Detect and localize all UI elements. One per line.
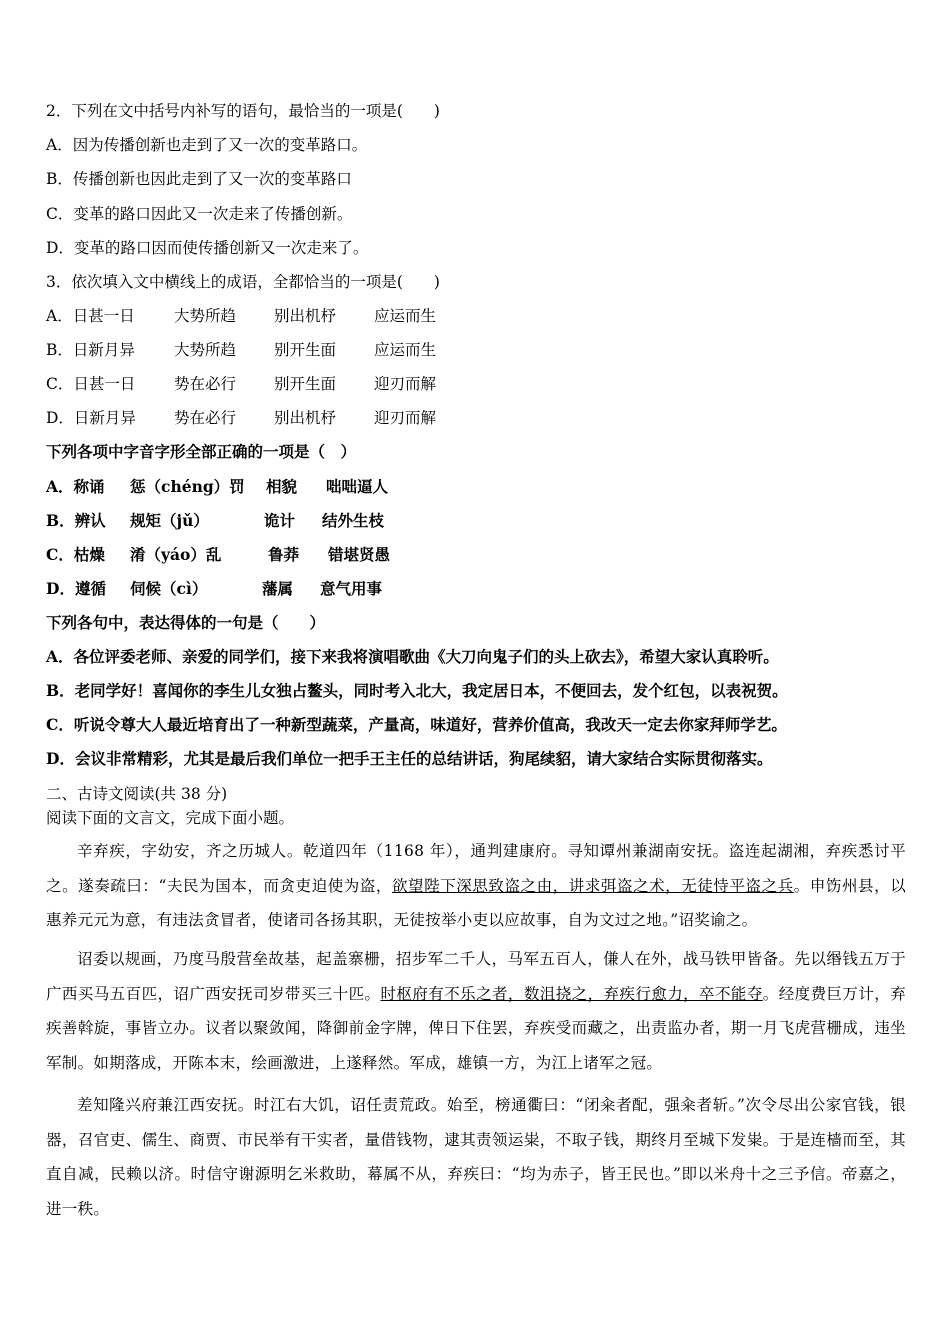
q2-option-a: A．因为传播创新也走到了又一次的变革路口。 <box>46 136 368 154</box>
q4-b-3: 诡计 <box>264 511 296 530</box>
q2-option-d: D．变革的路口因而使传播创新又一次走来了。 <box>46 239 369 257</box>
q2-option-c: C．变革的路口因此又一次走来了传播创新。 <box>46 205 353 223</box>
q3-c-1: C．日甚一日 <box>46 375 136 393</box>
passage-paragraph-1 <box>46 834 906 938</box>
q3-a-3: 别出机杼 <box>274 307 337 325</box>
q5-option-b: B．老同学好！喜闻你的李生儿女独占鳌头，同时考入北大，我定居日本，不便回去，发个红包，以表祝贺。 <box>46 681 788 700</box>
q3-b-3: 别开生面 <box>274 341 337 359</box>
q3-d-1: D．日新月异 <box>46 409 136 427</box>
q4-b-1: B．辨认 <box>46 511 106 530</box>
p1-text-b: 。申饬州县，以惠养元元为意，有违法贪冒者，使诸司各扬其职，无徒按举小吏以应故事，自为文过之地。”诏奖谕之。 <box>46 876 906 929</box>
q3-option-c <box>46 374 436 394</box>
q3-option-a <box>46 306 436 326</box>
q4-a-3: 相貌 <box>266 477 298 496</box>
q4-b-4: 结外生枝 <box>322 511 385 530</box>
q3-d-2: 势在必行 <box>174 409 237 427</box>
q4-c-3: 鲁莽 <box>268 545 300 564</box>
q4-option-d <box>46 579 382 599</box>
q3-b-2: 大势所趋 <box>174 341 237 359</box>
q4-d-2: 伺候（cì） <box>130 579 208 598</box>
passage-paragraph-3: 差知隆兴府兼江西安抚。时江右大饥，诏任责荒政。始至，榜通衢曰：“闭籴者配，强籴者斩。”次令尽出公家官钱，银器，召官吏、儒生、商贾、市民举有干实者，量借钱物，逮其责领运粜，不取子钱，期终月至城下发粜。于是连樯而至，其直自减，民赖以济。时信守谢源明乞米救助，幕属不从，弃疾曰：“均为赤子，皆王民也。”即以米舟十之三予信。帝嘉之，进一秩。 <box>46 1096 906 1218</box>
section-title: 二、古诗文阅读(共 38 分) <box>46 785 228 803</box>
q4-a-2: 惩（chéng）罚 <box>130 477 245 496</box>
q5-option-c: C．听说令尊大人最近培育出了一种新型蔬菜，产量高，味道好，营养价值高，我改天一定去你家拜师学艺。 <box>46 715 787 734</box>
q3-c-4: 迎刃而解 <box>374 375 437 393</box>
p2-text-a: 诏委以规画，乃度马殷营垒故基，起盖寨栅，招步军二千人，马军五百人，傔人在外，战马铁甲皆备。先以缗钱五万于广西买马五百匹，诏广西安抚司岁带买三十匹。 <box>46 950 906 1003</box>
q3-a-4: 应运而生 <box>374 307 437 325</box>
q3-b-4: 应运而生 <box>374 341 437 359</box>
q2-stem: 2．下列在文中括号内补写的语句，最恰当的一项是( ) <box>46 102 440 120</box>
p2-text-b: 。经度费巨万计，弃疾善斡旋，事皆立办。议者以聚敛闻，降御前金字牌，俾日下住罢，弃疾受而藏之，出责监办者，期一月飞虎营栅成，违坐军制。如期落成，开陈本末，绘画激进，上遂释然。军成，雄镇一方，为江上诸军之冠。 <box>46 984 907 1072</box>
q4-d-1: D．遵循 <box>46 579 106 598</box>
passage-paragraph-2 <box>46 942 906 1080</box>
q4-option-a <box>46 477 388 497</box>
q3-d-4: 迎刃而解 <box>374 409 437 427</box>
p1-underlined: 欲望陛下深思致盗之由，讲求弭盗之术，无徒恃平盗之兵 <box>391 876 794 895</box>
q4-stem: 下列各项中字音字形全部正确的一项是（ ） <box>46 442 357 461</box>
q4-c-4: 错堪贤愚 <box>328 545 391 564</box>
q3-c-3: 别开生面 <box>274 375 337 393</box>
p1-text-a: 辛弃疾，字幼安，齐之历城人。乾道四年（1168 年），通判建康府。寻知谭州兼湖南安抚。盗连起湖湘，弃疾悉讨平之。遂奏疏曰：“夫民为国本，而贪吏迫使为盗， <box>46 842 906 895</box>
q4-b-2: 规矩（jǔ） <box>130 511 209 530</box>
section-intro: 阅读下面的文言文，完成下面小题。 <box>46 809 295 827</box>
q4-a-4: 咄咄逼人 <box>326 477 389 496</box>
q3-option-d <box>46 408 436 428</box>
q4-c-2: 淆（yáo）乱 <box>130 545 222 564</box>
q4-a-1: A．称诵 <box>46 477 105 496</box>
q2-option-b: B．传播创新也因此走到了又一次的变革路口 <box>46 170 352 188</box>
q3-c-2: 势在必行 <box>174 375 237 393</box>
q4-d-4: 意气用事 <box>320 579 383 598</box>
q3-a-2: 大势所趋 <box>174 307 237 325</box>
q3-d-3: 别出机杼 <box>274 409 337 427</box>
p2-underlined: 时枢府有不乐之者，数沮挠之，弃疾行愈力，卒不能夺 <box>380 984 763 1003</box>
q4-option-b <box>46 511 384 531</box>
q3-b-1: B．日新月异 <box>46 341 135 359</box>
q5-stem: 下列各句中，表达得体的一句是（ ） <box>46 613 326 632</box>
q5-option-a: A．各位评委老师、亲爱的同学们，接下来我将演唱歌曲《大刀向鬼子们的头上砍去》，希望大家认真聆听。 <box>46 647 779 666</box>
q3-stem: 3．依次填入文中横线上的成语，全都恰当的一项是( ) <box>46 273 440 291</box>
q4-option-c <box>46 545 390 565</box>
q5-option-d: D．会议非常精彩，尤其是最后我们单位一把手王主任的总结讲话，狗尾续貂，请大家结合实际贯彻落实。 <box>46 749 773 768</box>
q4-c-1: C．枯燥 <box>46 545 105 564</box>
q3-a-1: A．日甚一日 <box>46 307 135 325</box>
q4-d-3: 藩属 <box>262 579 294 598</box>
q3-option-b <box>46 340 436 360</box>
